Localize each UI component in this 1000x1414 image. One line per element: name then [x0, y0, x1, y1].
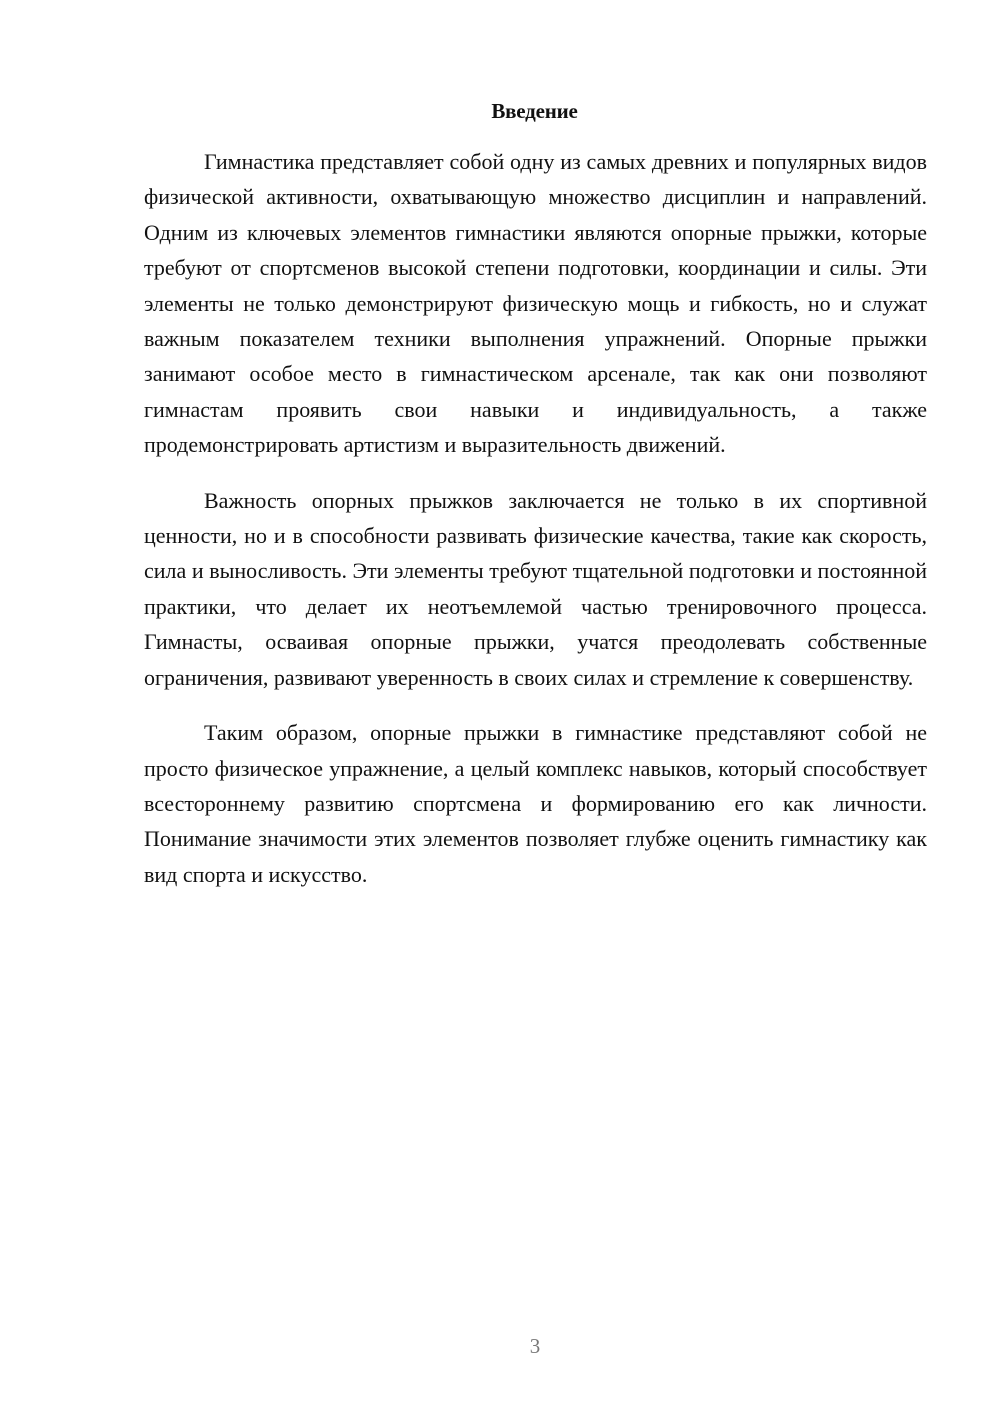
- paragraph-3: Таким образом, опорные прыжки в гимнастике представляют собой не просто физическое упражнение, а целый комплекс навыков, который способствует всестороннему развитию спортсмена и формированию его как личности. Понимание значимости этих элементов позволяет глубже оценить гимнастику как вид спорта и искусство.: [144, 720, 927, 887]
- paragraph-1: Гимнастика представляет собой одну из самых древних и популярных видов физической активности, охватывающую множество дисциплин и направлений. Одним из ключевых элементов гимнастики являются опорные прыжки, которые требуют от спортсменов высокой степени подготовки, координации и силы. Эти элементы не только демонстрируют физическую мощь и гибкость, но и служат важным показателем техники выполнения упражнений. Опорные прыжки занимают особое место в гимнастическом арсенале, так как они позволяют гимнастам проявить свои навыки и индивидуальность, а также продемонстрировать артистизм и выразительность движений.: [144, 149, 927, 458]
- paragraph-2: Важность опорных прыжков заключается не только в их спортивной ценности, но и в способности развивать физические качества, такие как скорость, сила и выносливость. Эти элементы требуют тщательной подготовки и постоянной практики, что делает их неотъемлемой частью тренировочного процесса. Гимнасты, осваивая опорные прыжки, учатся преодолевать собственные ограничения, развивают уверенность в своих силах и стремление к совершенству.: [144, 487, 927, 690]
- page-content: [144, 96, 927, 892]
- page-number: 3: [529, 1334, 541, 1358]
- section-title: Введение: [491, 99, 578, 123]
